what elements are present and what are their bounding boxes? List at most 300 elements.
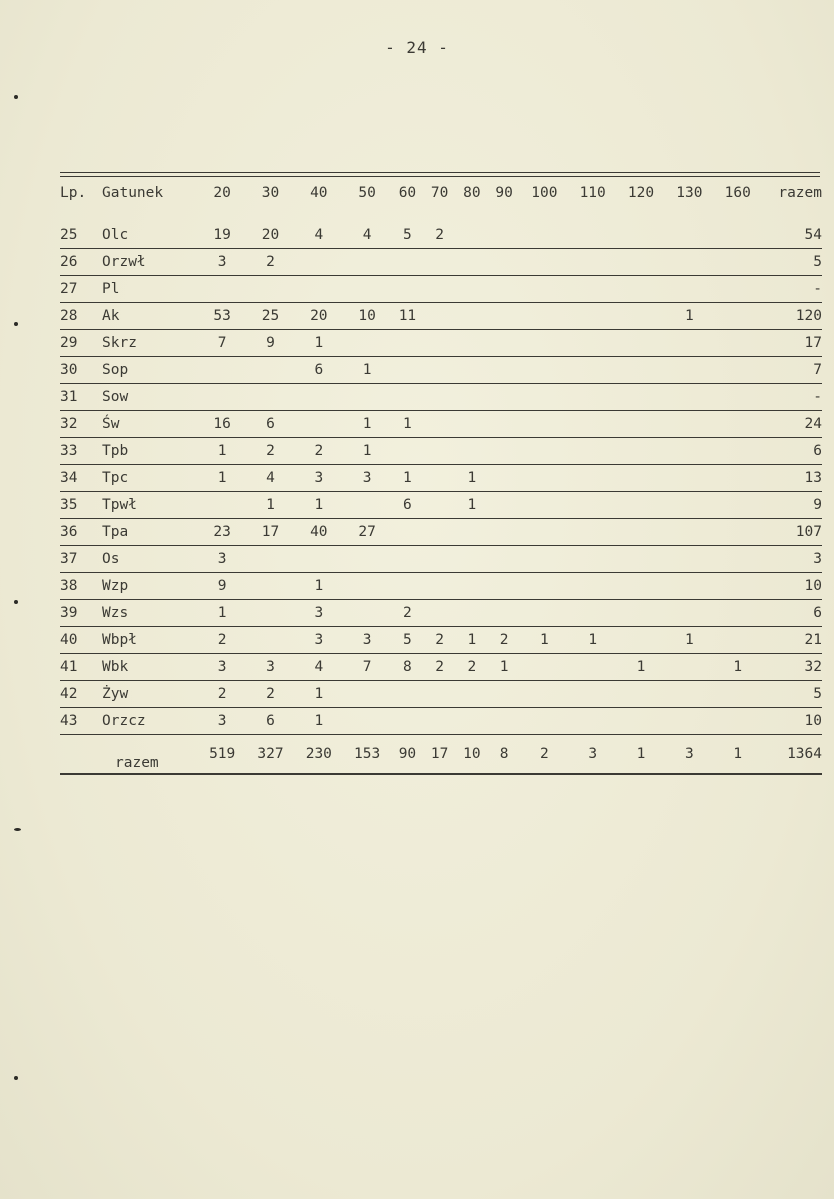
- diameter-class-count: 4: [246, 465, 294, 492]
- header-species: Gatunek: [102, 185, 164, 201]
- diameter-class-count: 1: [456, 627, 488, 654]
- diameter-class-count: [295, 276, 343, 303]
- diameter-class-count: [520, 384, 568, 411]
- table-row: [60, 303, 822, 330]
- diameter-class-count: [665, 546, 713, 573]
- diameter-class-count: 1: [295, 492, 343, 519]
- header-class: 80: [463, 185, 481, 201]
- diameter-class-count: [488, 546, 520, 573]
- diameter-class-count: [520, 654, 568, 681]
- diameter-class-count: [665, 600, 713, 627]
- diameter-class-count: 1: [295, 708, 343, 735]
- footer-value: 8: [488, 735, 520, 775]
- diameter-class-count: [714, 627, 763, 654]
- diameter-class-count: 1: [198, 465, 246, 492]
- diameter-class-count: [391, 681, 423, 708]
- species-name: Pl: [102, 276, 198, 303]
- row-total: 120: [762, 303, 822, 330]
- diameter-class-count: 1: [343, 438, 391, 465]
- diameter-class-count: [569, 681, 617, 708]
- footer-value: 3: [665, 735, 713, 775]
- diameter-class-count: [424, 708, 456, 735]
- diameter-class-count: 4: [343, 222, 391, 249]
- diameter-class-count: [569, 411, 617, 438]
- diameter-class-count: [617, 546, 665, 573]
- row-number: 39: [60, 600, 102, 627]
- diameter-class-count: [617, 627, 665, 654]
- diameter-class-count: 7: [198, 330, 246, 357]
- table-row: [60, 465, 822, 492]
- diameter-class-count: [488, 438, 520, 465]
- diameter-class-count: [295, 546, 343, 573]
- diameter-class-count: [424, 276, 456, 303]
- diameter-class-count: 25: [246, 303, 294, 330]
- diameter-class-count: 53: [198, 303, 246, 330]
- diameter-class-count: 8: [391, 654, 423, 681]
- row-number: 41: [60, 654, 102, 681]
- diameter-class-count: 3: [198, 708, 246, 735]
- diameter-class-count: [456, 357, 488, 384]
- diameter-class-count: [246, 600, 294, 627]
- diameter-class-count: [391, 276, 423, 303]
- species-name: Tpb: [102, 438, 198, 465]
- footer-total: 1364: [762, 735, 822, 775]
- table-row: [60, 276, 822, 303]
- footer-value: 2: [520, 735, 568, 775]
- diameter-class-count: [424, 384, 456, 411]
- diameter-class-count: [665, 465, 713, 492]
- diameter-class-count: 19: [198, 222, 246, 249]
- diameter-class-count: 3: [295, 600, 343, 627]
- diameter-class-count: 1: [665, 303, 713, 330]
- species-name: Sop: [102, 357, 198, 384]
- species-name: Tpa: [102, 519, 198, 546]
- diameter-class-count: [488, 330, 520, 357]
- diameter-class-count: [520, 438, 568, 465]
- diameter-class-count: [520, 249, 568, 276]
- diameter-class-count: 1: [520, 627, 568, 654]
- diameter-class-count: [520, 600, 568, 627]
- diameter-class-count: 20: [246, 222, 294, 249]
- species-name: Wzs: [102, 600, 198, 627]
- diameter-class-count: 5: [391, 627, 423, 654]
- diameter-class-count: [488, 411, 520, 438]
- diameter-class-count: [295, 249, 343, 276]
- species-name: Orzwł: [102, 249, 198, 276]
- diameter-class-count: [665, 357, 713, 384]
- diameter-class-count: [488, 465, 520, 492]
- diameter-class-count: 2: [424, 654, 456, 681]
- row-number: 29: [60, 330, 102, 357]
- diameter-class-count: [456, 249, 488, 276]
- diameter-class-count: [488, 249, 520, 276]
- diameter-class-count: [665, 573, 713, 600]
- row-total: 6: [762, 438, 822, 465]
- diameter-class-count: [343, 573, 391, 600]
- diameter-class-count: [424, 438, 456, 465]
- binding-hole-mark: [14, 1076, 18, 1080]
- diameter-class-count: 4: [295, 222, 343, 249]
- diameter-class-count: [456, 708, 488, 735]
- diameter-class-count: 6: [391, 492, 423, 519]
- diameter-class-count: [617, 519, 665, 546]
- diameter-class-count: 4: [295, 654, 343, 681]
- table-top-rule: [60, 176, 820, 177]
- diameter-class-count: [246, 357, 294, 384]
- diameter-class-count: [488, 681, 520, 708]
- diameter-class-count: [343, 492, 391, 519]
- diameter-class-count: [617, 222, 665, 249]
- diameter-class-count: [343, 330, 391, 357]
- diameter-class-count: [198, 276, 246, 303]
- diameter-class-count: 5: [391, 222, 423, 249]
- diameter-class-count: [714, 222, 763, 249]
- table-row: [60, 357, 822, 384]
- diameter-class-count: 1: [343, 411, 391, 438]
- diameter-class-count: [714, 465, 763, 492]
- row-total: 10: [762, 708, 822, 735]
- row-total: 10: [762, 573, 822, 600]
- diameter-class-count: [520, 303, 568, 330]
- diameter-class-count: [198, 492, 246, 519]
- diameter-class-count: [617, 438, 665, 465]
- table-row: [60, 492, 822, 519]
- diameter-class-count: [424, 600, 456, 627]
- diameter-class-count: [665, 708, 713, 735]
- footer-value: 1: [617, 735, 665, 775]
- diameter-class-count: [424, 681, 456, 708]
- diameter-class-count: [714, 708, 763, 735]
- diameter-class-count: [198, 384, 246, 411]
- diameter-class-count: [488, 573, 520, 600]
- header-class: 90: [495, 185, 513, 201]
- diameter-class-count: [569, 519, 617, 546]
- row-number: 34: [60, 465, 102, 492]
- diameter-class-count: 3: [343, 465, 391, 492]
- diameter-class-count: 9: [198, 573, 246, 600]
- diameter-class-count: 1: [198, 438, 246, 465]
- diameter-class-count: 1: [617, 654, 665, 681]
- diameter-class-count: [520, 681, 568, 708]
- diameter-class-count: [665, 654, 713, 681]
- header-class: 160: [724, 185, 751, 201]
- species-name: Olc: [102, 222, 198, 249]
- diameter-class-count: [714, 492, 763, 519]
- diameter-class-count: 1: [343, 357, 391, 384]
- diameter-class-count: 2: [246, 249, 294, 276]
- diameter-class-count: [520, 465, 568, 492]
- species-diameter-table: [60, 182, 822, 775]
- table-row: [60, 411, 822, 438]
- diameter-class-count: 1: [391, 411, 423, 438]
- diameter-class-count: [665, 519, 713, 546]
- diameter-class-count: [488, 384, 520, 411]
- diameter-class-count: [456, 276, 488, 303]
- diameter-class-count: [665, 249, 713, 276]
- row-number: 26: [60, 249, 102, 276]
- header-class: 120: [627, 185, 655, 201]
- binding-hole-mark: [14, 828, 21, 831]
- diameter-class-count: [520, 492, 568, 519]
- footer-value: 10: [456, 735, 488, 775]
- diameter-class-count: [343, 249, 391, 276]
- diameter-class-count: [391, 438, 423, 465]
- diameter-class-count: [714, 681, 763, 708]
- diameter-class-count: [569, 222, 617, 249]
- diameter-class-count: [714, 600, 763, 627]
- diameter-class-count: [456, 330, 488, 357]
- diameter-class-count: [488, 519, 520, 546]
- row-total: 7: [762, 357, 822, 384]
- diameter-class-count: [456, 546, 488, 573]
- diameter-class-count: [456, 681, 488, 708]
- footer-label: razem: [60, 735, 198, 775]
- species-name: Tpwł: [102, 492, 198, 519]
- diameter-class-count: [391, 573, 423, 600]
- diameter-class-count: [569, 384, 617, 411]
- diameter-class-count: [391, 708, 423, 735]
- header-class: 70: [430, 185, 449, 201]
- diameter-class-count: [424, 465, 456, 492]
- header-class: 100: [531, 185, 558, 201]
- diameter-class-count: [617, 492, 665, 519]
- diameter-class-count: [665, 276, 713, 303]
- diameter-class-count: [569, 438, 617, 465]
- row-number: 32: [60, 411, 102, 438]
- table-row: [60, 222, 822, 249]
- diameter-class-count: [456, 411, 488, 438]
- diameter-class-count: 6: [246, 708, 294, 735]
- diameter-class-count: 3: [246, 654, 294, 681]
- species-name: Żyw: [102, 681, 198, 708]
- footer-value: 17: [424, 735, 456, 775]
- diameter-class-count: [343, 384, 391, 411]
- row-number: 35: [60, 492, 102, 519]
- diameter-class-count: [391, 546, 423, 573]
- diameter-class-count: [520, 222, 568, 249]
- row-number: 33: [60, 438, 102, 465]
- row-total: 54: [762, 222, 822, 249]
- diameter-class-count: 40: [295, 519, 343, 546]
- diameter-class-count: [617, 303, 665, 330]
- table-body: [60, 222, 822, 735]
- diameter-class-count: 2: [424, 627, 456, 654]
- row-number: 38: [60, 573, 102, 600]
- table-header-row: [60, 182, 822, 222]
- row-total: 5: [762, 681, 822, 708]
- diameter-class-count: [488, 357, 520, 384]
- diameter-class-count: [391, 249, 423, 276]
- diameter-class-count: [424, 357, 456, 384]
- diameter-class-count: [295, 411, 343, 438]
- diameter-class-count: 2: [198, 627, 246, 654]
- row-total: 5: [762, 249, 822, 276]
- diameter-class-count: [569, 465, 617, 492]
- diameter-class-count: [488, 708, 520, 735]
- species-name: Tpc: [102, 465, 198, 492]
- diameter-class-count: 2: [391, 600, 423, 627]
- row-number: 27: [60, 276, 102, 303]
- row-number: 31: [60, 384, 102, 411]
- diameter-class-count: [456, 438, 488, 465]
- diameter-class-count: [569, 303, 617, 330]
- diameter-class-count: 1: [569, 627, 617, 654]
- row-total: 17: [762, 330, 822, 357]
- table-footer-row: [60, 735, 822, 775]
- diameter-class-count: [714, 438, 763, 465]
- binding-hole-mark: [14, 95, 18, 99]
- diameter-class-count: 17: [246, 519, 294, 546]
- table-row: [60, 546, 822, 573]
- header-class: 50: [358, 185, 376, 201]
- row-total: -: [762, 384, 822, 411]
- table-row: [60, 681, 822, 708]
- diameter-class-count: [714, 546, 763, 573]
- diameter-class-count: [714, 303, 763, 330]
- diameter-class-count: 10: [343, 303, 391, 330]
- diameter-class-count: [198, 357, 246, 384]
- diameter-class-count: [617, 411, 665, 438]
- header-class: 60: [398, 185, 417, 201]
- diameter-class-count: [391, 519, 423, 546]
- row-total: 24: [762, 411, 822, 438]
- species-name: Ak: [102, 303, 198, 330]
- row-number: 37: [60, 546, 102, 573]
- diameter-class-count: [665, 222, 713, 249]
- row-total: 3: [762, 546, 822, 573]
- diameter-class-count: [456, 384, 488, 411]
- diameter-class-count: [295, 384, 343, 411]
- diameter-class-count: [424, 492, 456, 519]
- row-number: 40: [60, 627, 102, 654]
- diameter-class-count: [488, 222, 520, 249]
- diameter-class-count: [246, 276, 294, 303]
- diameter-class-count: 11: [391, 303, 423, 330]
- diameter-class-count: [520, 276, 568, 303]
- diameter-class-count: 2: [198, 681, 246, 708]
- table-row: [60, 573, 822, 600]
- diameter-class-count: 1: [456, 465, 488, 492]
- diameter-class-count: [424, 411, 456, 438]
- diameter-class-count: [617, 276, 665, 303]
- diameter-class-count: [617, 573, 665, 600]
- diameter-class-count: 1: [488, 654, 520, 681]
- footer-value: 327: [246, 735, 294, 775]
- diameter-class-count: 1: [295, 681, 343, 708]
- diameter-class-count: [617, 249, 665, 276]
- diameter-class-count: 6: [295, 357, 343, 384]
- species-name: Wzp: [102, 573, 198, 600]
- diameter-class-count: [617, 681, 665, 708]
- diameter-class-count: [569, 708, 617, 735]
- table-row: [60, 708, 822, 735]
- diameter-class-count: 3: [198, 546, 246, 573]
- diameter-class-count: [343, 708, 391, 735]
- diameter-class-count: [391, 357, 423, 384]
- diameter-class-count: [569, 276, 617, 303]
- diameter-class-count: [569, 546, 617, 573]
- header-class: 20: [213, 185, 231, 201]
- diameter-class-count: [617, 357, 665, 384]
- diameter-class-count: [569, 330, 617, 357]
- header-class: 30: [261, 185, 280, 201]
- diameter-class-count: 16: [198, 411, 246, 438]
- diameter-class-count: 1: [295, 573, 343, 600]
- diameter-class-count: [520, 573, 568, 600]
- diameter-class-count: [714, 519, 763, 546]
- diameter-class-count: [424, 303, 456, 330]
- diameter-class-count: 2: [246, 438, 294, 465]
- diameter-class-count: [714, 357, 763, 384]
- table-top-rule: [60, 172, 820, 173]
- diameter-class-count: 2: [246, 681, 294, 708]
- diameter-class-count: [665, 681, 713, 708]
- diameter-class-count: [424, 249, 456, 276]
- species-name: Sow: [102, 384, 198, 411]
- row-total: 32: [762, 654, 822, 681]
- diameter-class-count: [391, 384, 423, 411]
- diameter-class-count: 6: [246, 411, 294, 438]
- diameter-class-count: 2: [488, 627, 520, 654]
- diameter-class-count: [520, 330, 568, 357]
- diameter-class-count: [665, 384, 713, 411]
- diameter-class-count: 1: [198, 600, 246, 627]
- diameter-class-count: 1: [714, 654, 763, 681]
- diameter-class-count: [714, 384, 763, 411]
- footer-value: 3: [569, 735, 617, 775]
- diameter-class-count: 3: [198, 249, 246, 276]
- species-name: Orzcz: [102, 708, 198, 735]
- row-number: 28: [60, 303, 102, 330]
- diameter-class-count: 20: [295, 303, 343, 330]
- species-name: Wbk: [102, 654, 198, 681]
- diameter-class-count: 2: [295, 438, 343, 465]
- row-number: 36: [60, 519, 102, 546]
- diameter-class-count: 23: [198, 519, 246, 546]
- binding-hole-mark: [14, 600, 18, 604]
- table-row: [60, 438, 822, 465]
- footer-value: 90: [391, 735, 423, 775]
- diameter-class-count: 3: [295, 465, 343, 492]
- table-row: [60, 249, 822, 276]
- row-total: 9: [762, 492, 822, 519]
- diameter-class-count: [488, 492, 520, 519]
- row-number: 43: [60, 708, 102, 735]
- diameter-class-count: [665, 411, 713, 438]
- diameter-class-count: [569, 249, 617, 276]
- diameter-class-count: [714, 249, 763, 276]
- diameter-class-count: [569, 492, 617, 519]
- diameter-class-count: 2: [456, 654, 488, 681]
- row-number: 42: [60, 681, 102, 708]
- row-total: 21: [762, 627, 822, 654]
- diameter-class-count: [569, 573, 617, 600]
- row-number: 30: [60, 357, 102, 384]
- diameter-class-count: [520, 708, 568, 735]
- footer-value: 1: [714, 735, 763, 775]
- table-row: [60, 600, 822, 627]
- table-row: [60, 519, 822, 546]
- row-number: 25: [60, 222, 102, 249]
- diameter-class-count: [617, 330, 665, 357]
- diameter-class-count: [569, 654, 617, 681]
- diameter-class-count: 1: [665, 627, 713, 654]
- diameter-class-count: [714, 573, 763, 600]
- diameter-class-count: [343, 681, 391, 708]
- diameter-class-count: 3: [343, 627, 391, 654]
- diameter-class-count: [246, 384, 294, 411]
- diameter-class-count: [456, 600, 488, 627]
